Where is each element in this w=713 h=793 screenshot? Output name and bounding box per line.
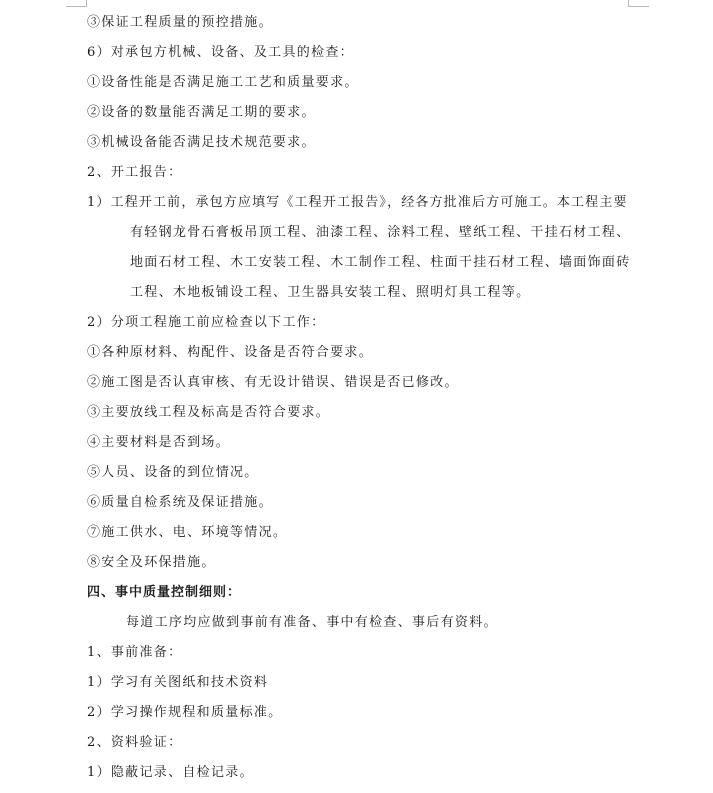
text-line: 6）对承包方机械、设备、及工具的检查： [87,45,354,60]
text-line: ⑤人员、设备的到位情况。 [87,465,259,480]
section-heading: 四、事中质量控制细则： [87,585,242,600]
text-line: ⑥质量自检系统及保证措施。 [87,495,273,510]
text-line: ③主要放线工程及标高是否符合要求。 [87,405,331,420]
text-line: ②施工图是否认真审核、有无设计错误、错误是否已修改。 [87,375,459,390]
text-line: ①各种原材料、构配件、设备是否符合要求。 [87,345,374,360]
page-corner-mark-right [628,0,649,7]
page-corner-mark-left [66,0,87,7]
text-line: ③机械设备能否满足技术规范要求。 [87,135,316,150]
text-line: 2）分项工程施工前应检查以下工作： [87,315,326,330]
text-line: 1）学习有关图纸和技术资料 [87,675,269,690]
text-line: ②设备的数量能否满足工期的要求。 [87,105,316,120]
text-line: ③保证工程质量的预控措施。 [87,15,273,30]
text-line: 有轻钢龙骨石膏板吊顶工程、油漆工程、涂料工程、壁纸工程、干挂石材工程、 [130,225,631,240]
text-line: 2）学习操作规程和质量标准。 [87,705,283,720]
text-line: ①设备性能是否满足施工工艺和质量要求。 [87,75,359,90]
text-line: 2、资料验证： [87,735,183,750]
text-line: ⑧安全及环保措施。 [87,555,216,570]
text-line: 2、开工报告： [87,165,183,180]
text-line: ⑦施工供水、电、环境等情况。 [87,525,288,540]
text-line: 1）隐蔽记录、自检记录。 [87,765,254,780]
text-line: 1、事前准备： [87,645,183,660]
text-line: 地面石材工程、木工安装工程、木工制作工程、柱面干挂石材工程、墙面饰面砖 [130,255,631,270]
text-line: 每道工序均应做到事前有准备、事中有检查、事后有资料。 [126,615,498,630]
text-line: 工程、木地板铺设工程、卫生器具安装工程、照明灯具工程等。 [130,285,531,300]
text-line: 1）工程开工前，承包方应填写《工程开工报告》，经各方批准后方可施工。本工程主要 [87,195,628,210]
text-line: ④主要材料是否到场。 [87,435,231,450]
